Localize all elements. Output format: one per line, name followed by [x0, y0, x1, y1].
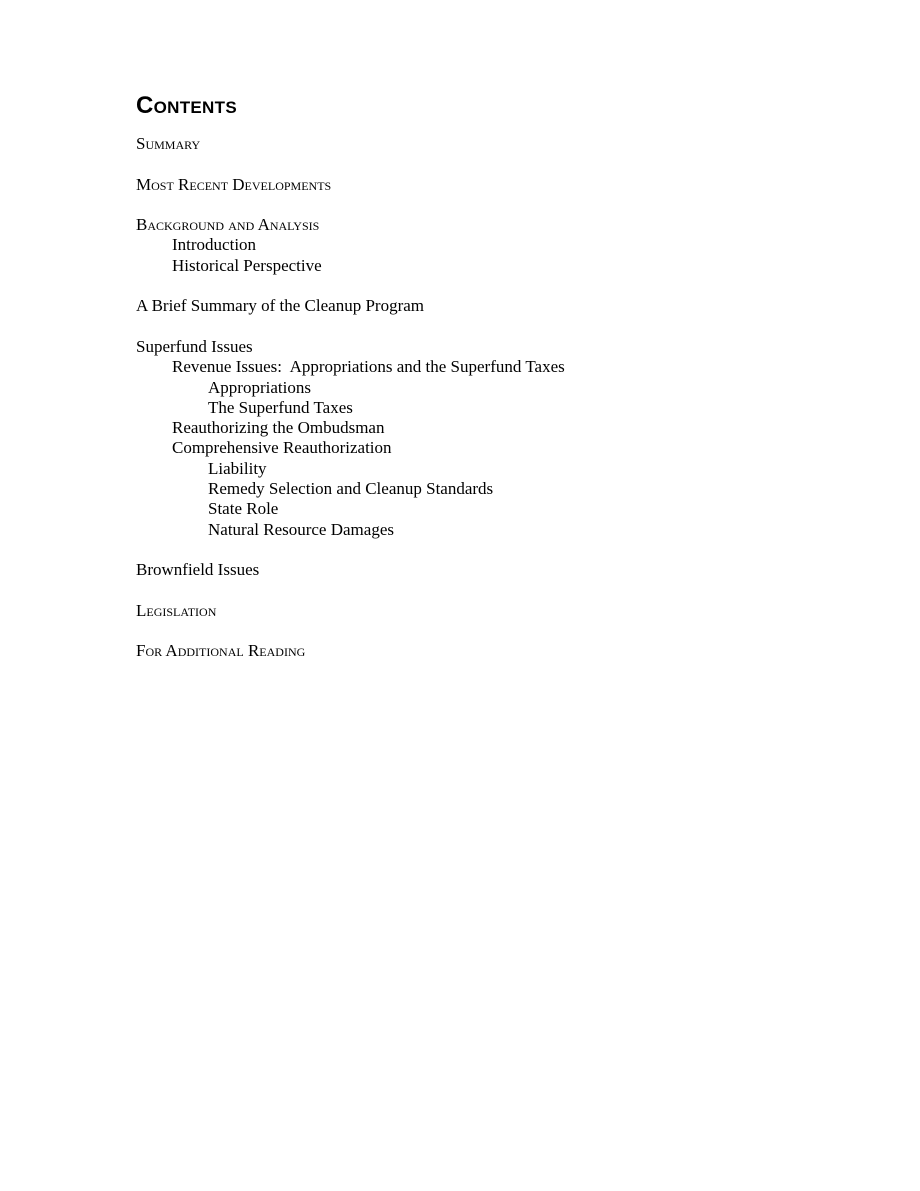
toc-entry-introduction[interactable]: Introduction — [172, 235, 257, 255]
toc-entry-liability[interactable]: Liability — [208, 458, 267, 478]
toc-entry-superfund-issues[interactable]: Superfund Issues — [136, 336, 253, 356]
toc-entry-summary[interactable]: Summary — [136, 134, 201, 153]
page-title: Contents — [136, 92, 237, 119]
toc-entry-historical-perspective[interactable]: Historical Perspective — [172, 255, 322, 275]
toc-entry-additional-reading[interactable]: For Additional Reading — [136, 641, 306, 661]
toc-entry-background-and-analysis[interactable]: Background and Analysis — [136, 215, 320, 235]
toc-entry-comprehensive-reauthorization[interactable]: Comprehensive Reauthorization — [172, 438, 392, 458]
toc-entry-most-recent-developments[interactable]: Most Recent Developments — [136, 174, 332, 194]
toc-entry-reauthorizing-ombudsman[interactable]: Reauthorizing the Ombudsman — [172, 418, 385, 438]
contents-page — [136, 90, 836, 662]
toc-entry-brownfield-issues[interactable]: Brownfield Issues — [136, 560, 260, 580]
toc-entry-superfund-taxes[interactable]: The Superfund Taxes — [208, 397, 353, 417]
toc-entry-state-role[interactable]: State Role — [208, 499, 279, 519]
table-of-contents — [136, 134, 836, 662]
toc-entry-legislation[interactable]: Legislation — [136, 600, 217, 620]
toc-entry-natural-resource-damages[interactable]: Natural Resource Damages — [208, 519, 394, 539]
toc-entry-appropriations[interactable]: Appropriations — [208, 377, 311, 397]
toc-entry-remedy-selection[interactable]: Remedy Selection and Cleanup Standards — [208, 479, 494, 499]
toc-entry-revenue-issues[interactable]: Revenue Issues: Appropriations and the Superfund Taxes — [172, 357, 565, 377]
toc-entry-cleanup-program-summary[interactable]: A Brief Summary of the Cleanup Program — [136, 296, 425, 316]
